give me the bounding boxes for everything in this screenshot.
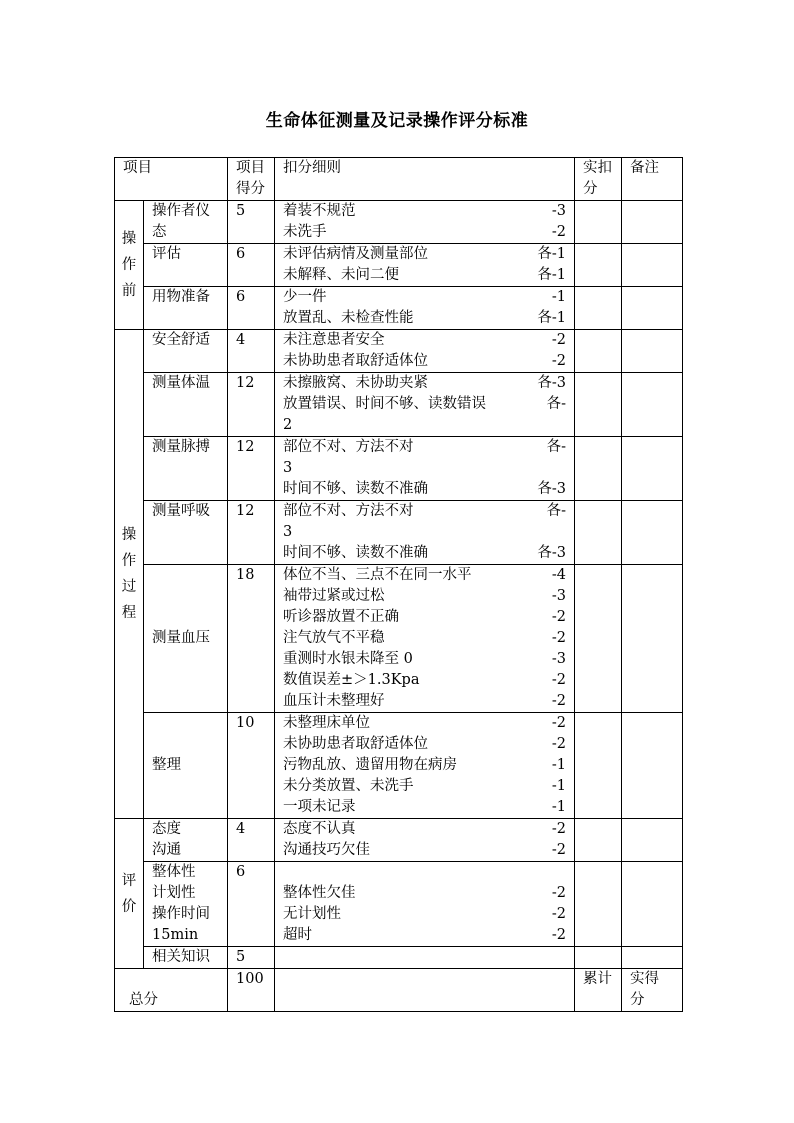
deduction-line [283,691,574,712]
deduction-text: 未注意患者安全 [283,332,385,348]
actual-deduct-cell [575,437,622,501]
table-row [115,947,683,969]
item-name: 安全舒适 [144,330,228,373]
actual-deduct-cell [575,244,622,287]
actual-deduct-cell [575,713,622,819]
item-name: 整体性 计划性 操作时间 15min [144,862,228,947]
deduction-points: -2 [551,821,566,837]
deduction-text: 少一件 [283,289,327,305]
deduction-points: -2 [551,715,566,731]
deduction-points: -2 [551,693,566,709]
deduction-text: 注气放气不平稳 [283,630,385,646]
deduction-text: 袖带过紧或过松 [283,588,385,604]
deduction-line [283,734,574,755]
deduction-points: -4 [551,567,566,583]
deduction-detail [275,373,575,437]
group-char: 价 [121,898,137,915]
deduction-line [283,415,574,436]
deduction-text: 超时 [283,927,312,943]
actual-deduct-cell [575,201,622,244]
page-title: 生命体征测量及记录操作评分标准 [265,111,529,131]
deduction-text: 放置错误、时间不够、读数错误 [283,396,486,412]
deduction-detail [275,437,575,501]
item-name: 评估 [144,244,228,287]
deduction-text: 部位不对、方法不对 [283,503,414,519]
deduction-line [283,883,574,904]
group-label-g2 [115,330,144,819]
item-name: 整理 [144,713,228,819]
deduction-detail [275,330,575,373]
deduction-line [283,373,574,394]
item-name: 测量呼吸 [144,501,228,565]
item-score: 6 [228,244,275,287]
table-row [115,330,683,373]
group-label-g3 [115,819,144,969]
actual-deduct-cell [575,373,622,437]
deduction-line [283,437,574,458]
deduction-points: -2 [551,224,566,240]
deduction-points: 各-1 [537,310,566,326]
item-score: 12 [228,437,275,501]
deduction-text: 2 [283,417,293,433]
header-deduct: 实扣 分 [575,158,622,201]
deduction-text: 未协助患者取舒适体位 [283,736,428,752]
item-score: 6 [228,287,275,330]
item-score: 4 [228,819,275,862]
deduction-line [283,394,574,415]
deduction-line [283,819,574,840]
total-label: 总分 [115,969,228,1012]
deduction-line [283,586,574,607]
total-cumulative: 累计 [575,969,622,1012]
note-cell [622,947,683,969]
deduction-points: 各-3 [537,375,566,391]
deduction-detail [275,713,575,819]
item-name: 相关知识 [144,947,228,969]
deduction-text: 污物乱放、遗留用物在病房 [283,757,457,773]
deduction-points: 各- [546,396,566,412]
item-score: 12 [228,501,275,565]
deduction-line [283,925,574,946]
deduction-text: 整体性欠佳 [283,885,356,901]
deduction-points: -2 [551,353,566,369]
deduction-line [283,565,574,586]
deduction-text: 3 [283,524,293,540]
deduction-points: -2 [551,609,566,625]
deduction-points: -2 [551,332,566,348]
total-actual: 实得 分 [622,969,683,1012]
deduction-points: 各- [546,439,566,455]
item-score: 6 [228,862,275,947]
deduction-points: -1 [551,757,566,773]
deduction-text: 数值误差±＞1.3Kpa [283,672,420,688]
deduction-text: 未分类放置、未洗手 [283,778,414,794]
item-score: 5 [228,201,275,244]
note-cell [622,819,683,862]
item-score: 10 [228,713,275,819]
deduction-line [283,862,574,883]
deduction-line [283,351,574,372]
deduction-points: 各-3 [537,545,566,561]
deduction-points: -2 [551,927,566,943]
deduction-text: 态度不认真 [283,821,356,837]
deduction-line [283,265,574,286]
total-row [115,969,683,1012]
deduction-text: 未评估病情及测量部位 [283,246,428,262]
note-cell [622,501,683,565]
deduction-text: 无计划性 [283,906,341,922]
total-score: 100 [228,969,275,1012]
group-char: 操 [121,231,137,247]
actual-deduct-cell [575,330,622,373]
deduction-line [283,713,574,734]
item-name: 态度 沟通 [144,819,228,862]
deduction-detail [275,947,575,969]
group-char: 操 [121,527,137,543]
note-cell [622,437,683,501]
deduction-detail [275,501,575,565]
item-name: 测量脉搏 [144,437,228,501]
deduction-line [283,201,574,222]
group-label-g1 [115,201,144,330]
actual-deduct-cell [575,287,622,330]
scoring-table [114,157,683,1012]
table-row [115,565,683,713]
deduction-text: 未洗手 [283,224,327,240]
item-score: 5 [228,947,275,969]
deduction-line [283,458,574,479]
deduction-detail [275,819,575,862]
deduction-text: 沟通技巧欠佳 [283,842,370,858]
deduction-text: 体位不当、三点不在同一水平 [283,567,472,583]
note-cell [622,330,683,373]
deduction-points: -1 [551,289,566,305]
deduction-line [283,287,574,308]
group-char: 前 [121,283,137,299]
deduction-points: 各- [546,503,566,519]
group-char: 作 [121,553,137,569]
header-note: 备注 [622,158,683,201]
deduction-text [283,862,288,883]
deduction-text: 听诊器放置不正确 [283,609,399,625]
deduction-text: 未协助患者取舒适体位 [283,353,428,369]
item-score: 12 [228,373,275,437]
deduction-points: -2 [551,885,566,901]
group-char: 评 [121,872,137,889]
deduction-points: 各-1 [537,267,566,283]
header-item: 项目 [115,158,228,201]
deduction-text: 3 [283,460,293,476]
table-row [115,501,683,565]
deduction-line [283,755,574,776]
deduction-line [283,649,574,670]
table-row [115,437,683,501]
item-score: 4 [228,330,275,373]
header-score: 项目 得分 [228,158,275,201]
note-cell [622,244,683,287]
note-cell [622,565,683,713]
actual-deduct-cell [575,862,622,947]
deduction-line [283,479,574,500]
deduction-text: 血压计未整理好 [283,693,385,709]
deduction-points: -3 [551,588,566,604]
deduction-line [283,776,574,797]
deduction-detail [275,287,575,330]
deduction-text: 时间不够、读数不准确 [283,481,428,497]
deduction-line [283,244,574,265]
header-row [115,158,683,201]
deduction-line [283,501,574,522]
deduction-line [283,543,574,564]
note-cell [622,287,683,330]
note-cell [622,373,683,437]
deduction-detail [275,565,575,713]
actual-deduct-cell [575,501,622,565]
header-detail: 扣分细则 [275,158,575,201]
deduction-line [283,607,574,628]
table-row [115,713,683,819]
deduction-line [283,904,574,925]
table-row [115,373,683,437]
deduction-line [283,670,574,691]
deduction-text: 重测时水银未降至 0 [283,651,413,667]
table-row [115,862,683,947]
deduction-points: -3 [551,651,566,667]
deduction-detail [275,244,575,287]
item-name: 用物准备 [144,287,228,330]
deduction-line [283,522,574,543]
deduction-text: 未整理床单位 [283,715,370,731]
table-row [115,244,683,287]
deduction-text: 未解释、未问二便 [283,267,399,283]
group-char: 过 [121,579,137,595]
deduction-text: 未擦腋窝、未协助夹紧 [283,375,428,391]
deduction-line [283,330,574,351]
item-score: 18 [228,565,275,713]
deduction-points: -2 [551,630,566,646]
actual-deduct-cell [575,947,622,969]
table-row [115,201,683,244]
deduction-points: -2 [551,736,566,752]
note-cell [622,201,683,244]
table-row [115,287,683,330]
deduction-points: -1 [551,778,566,794]
deduction-points: -2 [551,672,566,688]
deduction-points: 各-1 [537,246,566,262]
actual-deduct-cell [575,565,622,713]
actual-deduct-cell [575,819,622,862]
item-name: 测量血压 [144,565,228,713]
deduction-text: 放置乱、未检查性能 [283,310,414,326]
deduction-text: 部位不对、方法不对 [283,439,414,455]
deduction-points: -3 [551,203,566,219]
deduction-points: 各-3 [537,481,566,497]
deduction-detail [275,862,575,947]
deduction-points: -1 [551,799,566,815]
group-char: 程 [121,605,137,621]
deduction-line [283,222,574,243]
note-cell [622,862,683,947]
deduction-text: 一项未记录 [283,799,356,815]
table-row [115,819,683,862]
deduction-detail [275,201,575,244]
deduction-points: -2 [551,842,566,858]
deduction-points: -2 [551,906,566,922]
deduction-line [283,840,574,861]
group-char: 作 [121,257,137,273]
deduction-line [283,308,574,329]
deduction-text: 着装不规范 [283,203,356,219]
total-detail-cell [275,969,575,1012]
deduction-text: 时间不够、读数不准确 [283,545,428,561]
item-name: 操作者仪 态 [144,201,228,244]
deduction-line [283,797,574,818]
deduction-line [283,628,574,649]
note-cell [622,713,683,819]
item-name: 测量体温 [144,373,228,437]
